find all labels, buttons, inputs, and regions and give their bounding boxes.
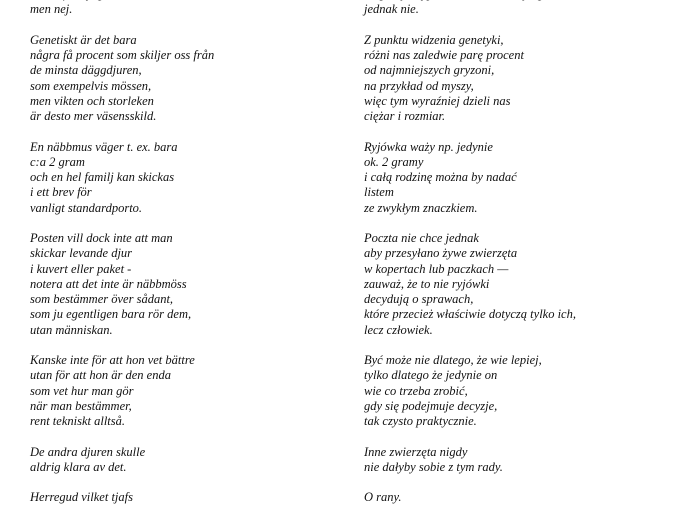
swedish-poem-line: aldrig klara av det. bbox=[30, 459, 127, 474]
swedish-poem-line: rent tekniskt alltså. bbox=[30, 414, 126, 428]
polish-poem-line: od najmniejszych gryzoni, bbox=[364, 63, 495, 78]
swedish-poem-line: men vikten och storleken bbox=[30, 93, 154, 108]
swedish-poem-line: som vet hur man gör bbox=[30, 383, 134, 398]
swedish-poem-line: De andra djuren skulle bbox=[30, 444, 146, 459]
swedish-poem-line bbox=[30, 124, 340, 139]
polish-poem-line bbox=[364, 216, 694, 231]
swedish-poem-line: En näbbmus väger t. ex. bara bbox=[30, 139, 178, 154]
polish-poem-line: które przecież właściwie dotyczą tylko ich, bbox=[364, 307, 576, 322]
swedish-poem-line: som ju egentligen bara rör dem, bbox=[30, 307, 192, 322]
swedish-poem-line: i ett brev för bbox=[30, 185, 92, 200]
polish-poem-line: ok. 2 gramy bbox=[364, 154, 424, 169]
polish-poem-line: i całą rodzinę można by nadać bbox=[364, 170, 517, 184]
polish-poem-line: na przykład od myszy, bbox=[364, 78, 474, 93]
swedish-poem-line: är desto mer väsensskild. bbox=[30, 109, 157, 123]
swedish-poem-line: Herregud vilket tjafs bbox=[30, 490, 133, 505]
polish-poem-line bbox=[364, 429, 694, 444]
swedish-poem-line: när man bestämmer, bbox=[30, 398, 132, 413]
swedish-poem-line: i kuvert eller paket - bbox=[30, 261, 132, 276]
swedish-poem-line bbox=[30, 18, 340, 33]
polish-poem-line bbox=[364, 124, 694, 139]
polish-poem-line: ze zwykłym znaczkiem. bbox=[364, 200, 478, 215]
swedish-poem-line: men nej. bbox=[30, 2, 73, 17]
polish-poem-line: gdy się podejmuje decyzje, bbox=[364, 398, 498, 413]
swedish-poem-line: skickar levande djur bbox=[30, 246, 133, 261]
polish-poem-line: decydują o sprawach, bbox=[364, 292, 474, 306]
polish-poem-line: O rany. bbox=[364, 490, 402, 505]
swedish-poem-line bbox=[30, 216, 340, 231]
swedish-poem-line: de minsta däggdjuren, bbox=[30, 63, 142, 78]
polish-poem-line: tylko dlatego że jedynie on bbox=[364, 368, 498, 383]
polish-poem-line: Poczta nie chce jednak bbox=[364, 231, 479, 245]
polish-poem-line bbox=[364, 475, 694, 490]
swedish-poem-line: utan för att hon är den enda bbox=[30, 368, 171, 383]
swedish-poem-line: vanligt standardporto. bbox=[30, 200, 143, 215]
polish-poem-line: Być może nie dlatego, że wie lepiej, bbox=[364, 353, 542, 367]
swedish-poem-line bbox=[30, 475, 340, 490]
swedish-poem-line: Posten vill dock inte att man bbox=[30, 231, 173, 245]
swedish-poem-line: och en hel familj kan skickas bbox=[30, 170, 175, 184]
polish-poem-line bbox=[364, 338, 694, 353]
polish-poem-line bbox=[364, 18, 694, 33]
swedish-poem-line bbox=[30, 429, 340, 444]
polish-poem-line: w kopertach lub paczkach — bbox=[364, 261, 509, 276]
polish-poem-line: ciężar i rozmiar. bbox=[364, 109, 446, 123]
polish-poem-line: wie co trzeba zrobić, bbox=[364, 383, 468, 398]
polish-poem-line: więc tym wyraźniej dzieli nas bbox=[364, 93, 511, 108]
swedish-poem-line: Kanske inte för att hon vet bättre bbox=[30, 353, 195, 367]
swedish-poem-line: några få procent som skiljer oss från bbox=[30, 48, 215, 62]
swedish-poem-column bbox=[30, 0, 340, 506]
polish-poem-line: nie dałyby sobie z tym rady. bbox=[364, 459, 503, 474]
swedish-poem-line: som exempelvis mössen, bbox=[30, 78, 152, 93]
swedish-poem-line: notera att det inte är näbbmöss bbox=[30, 276, 187, 291]
swedish-poem-line: utan människan. bbox=[30, 322, 113, 337]
swedish-poem-line bbox=[30, 338, 340, 353]
swedish-poem-line: Genetiskt är det bara bbox=[30, 32, 137, 47]
polish-poem-line: aby przesyłano żywe zwierzęta bbox=[364, 246, 518, 261]
polish-poem-line: zauważ, że to nie ryjówki bbox=[364, 276, 490, 291]
polish-poem-line: listem bbox=[364, 185, 394, 200]
swedish-poem-line: som bestämmer över sådant, bbox=[30, 292, 174, 306]
polish-poem-column bbox=[364, 0, 694, 506]
polish-poem-line: jednak nie. bbox=[364, 2, 419, 17]
polish-poem-line: Z punktu widzenia genetyki, bbox=[364, 32, 504, 47]
polish-poem-line: Inne zwierzęta nigdy bbox=[364, 444, 468, 459]
swedish-poem-line: c:a 2 gram bbox=[30, 154, 85, 169]
polish-poem-line: lecz człowiek. bbox=[364, 322, 433, 337]
polish-poem-line: tak czysto praktycznie. bbox=[364, 414, 477, 428]
polish-poem-line: różni nas zaledwie parę procent bbox=[364, 48, 524, 62]
polish-poem-line: Ryjówka waży np. jedynie bbox=[364, 139, 493, 154]
